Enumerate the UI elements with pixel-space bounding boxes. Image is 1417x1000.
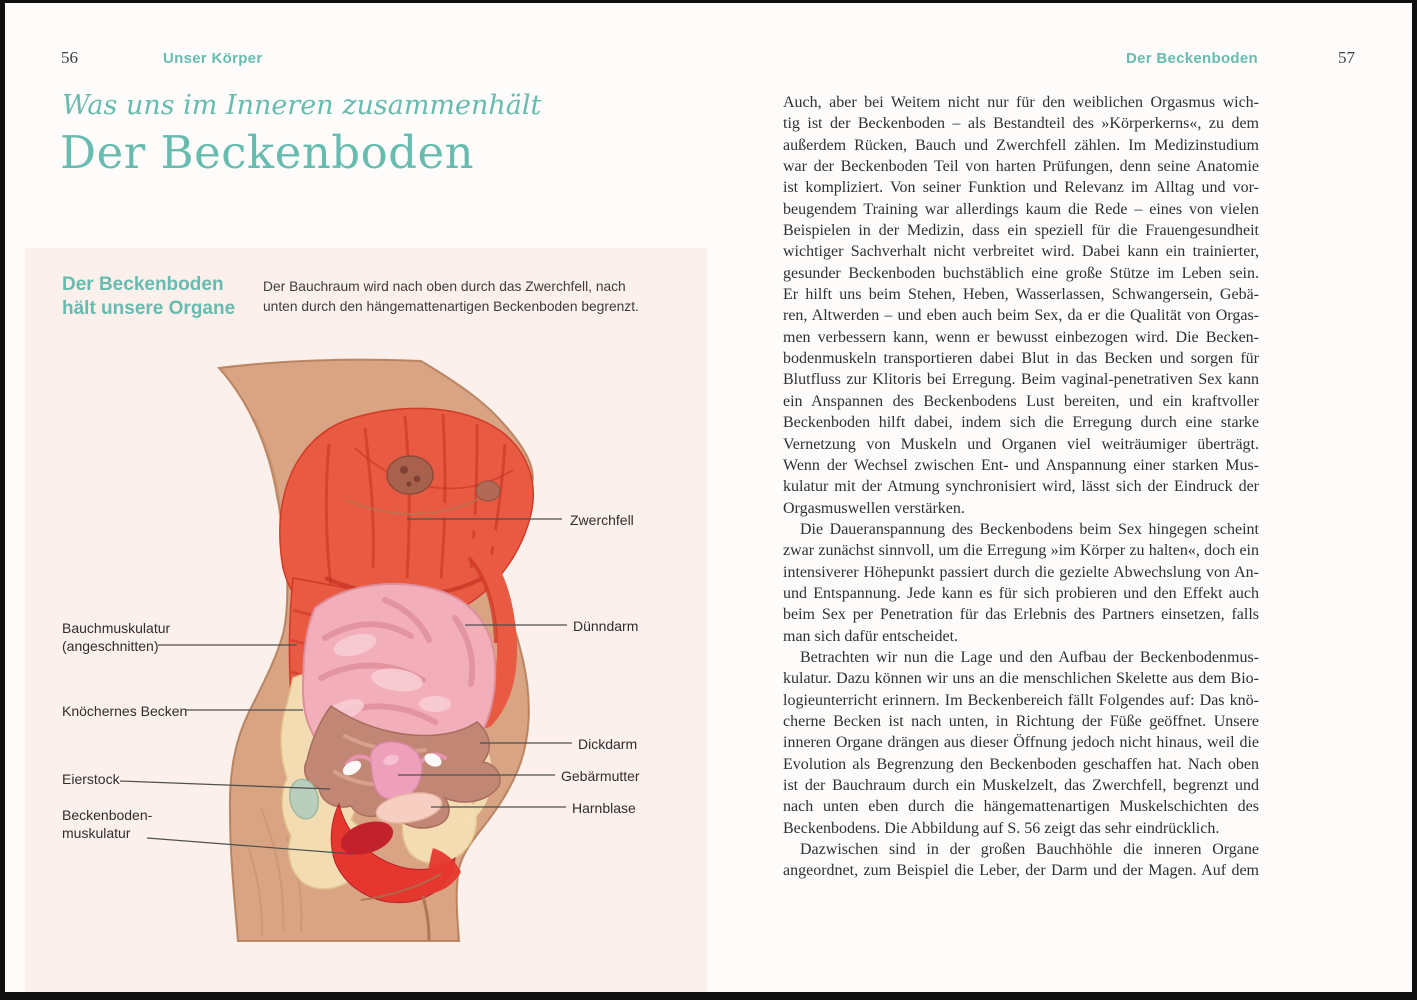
body-text-line: kulatur. Dazu können wir uns an die menschlichen Skelette aus dem Bio-: [783, 670, 1259, 688]
figure-panel-heading: Der Beckenboden hält unsere Organe: [62, 274, 236, 319]
body-text-line: Beckenbodens. Die Abbildung auf S. 56 zeigt das sehr eindrücklich.: [783, 819, 1220, 837]
body-text-line: Die Daueranspannung des Beckenbodens beim Sex hingegen scheint: [800, 520, 1259, 538]
figure-label-harnblase: [572, 799, 636, 817]
right-page-number: 57: [1338, 48, 1355, 67]
body-text-line: war der Beckenboden Teil von harten Prüfungen, denn seine Anatomie: [783, 158, 1259, 176]
body-text-line: cherne Becken ist nach unten, in Richtung der Füße geöffnet. Unsere: [783, 712, 1259, 730]
figure-label-knoechernes-becken: [62, 702, 187, 720]
figure-caption: Der Bauchraum wird nach oben durch das Zwerchfell, nach unten durch den hängemattenartigen Beckenboden begrenzt.: [263, 279, 639, 314]
figure-label-line: Gebärmutter: [561, 768, 640, 784]
figure-label-bauchmuskulatur: [62, 619, 170, 655]
body-text-line: wichtiger Sachverhalt nicht verbreitet wird. Dabei kann ein trainierter,: [783, 243, 1259, 261]
figure-label-line: Eierstock: [62, 771, 120, 787]
body-paragraph-4: [783, 839, 1259, 882]
body-text-line: bodenmuskeln transportieren dabei Blut in das Becken und sorgen für: [783, 350, 1259, 368]
body-text-line: ein Anspannen des Beckenbodens Lust bereiten, und ein kraftvoller: [783, 392, 1259, 410]
figure-label-line: Harnblase: [572, 800, 636, 816]
figure-label-line: Dünndarm: [573, 618, 639, 634]
body-paragraph-2: [783, 519, 1259, 647]
body-text-line: Beispielen in der Medizin, dass ein speziell für die Frauengesundheit: [783, 222, 1259, 240]
body-text-line: Dazwischen sind in der großen Bauchhöhle die inneren Organe: [800, 841, 1259, 859]
areola-secondary: [476, 481, 500, 501]
body-text-line: ist der Bauchraum durch ein Muskelzelt, das Zwerchfell, begrenzt und: [783, 777, 1259, 794]
body-text-line: man sich dafür entscheidet.: [783, 627, 959, 645]
body-text-line: Beckenboden hilft dabei, indem sich die Erregung durch eine starke: [783, 414, 1259, 432]
body-text-line: angeordnet, zum Beispiel die Leber, der Darm und der Magen. Auf dem: [783, 862, 1259, 880]
figure-label-beckenbodenmuskulatur: [62, 806, 152, 842]
body-text-line: zwar zunächst sinnvoll, um die Erregung »im Körper zu halten«, doch ein: [783, 542, 1259, 560]
body-text-line: logieunterricht erinnern. Im Beckenbereich fällt Folgendes auf: Das knö-: [783, 691, 1259, 709]
body-text-line: außerdem Rücken, Bauch und Zwerchfell zählen. Im Medizinstudium: [783, 136, 1259, 154]
figure-label-line: Knöchernes Becken: [62, 703, 188, 719]
figure-label-eierstock: [62, 770, 120, 788]
body-text-line: Evolution als Begrenzung den Beckenboden geschaffen hat. Nach oben: [783, 755, 1259, 773]
body-text-line: beim Sex per Penetration für das Erlebnis des Partners einsetzen, falls: [783, 606, 1259, 624]
body-text-line: Auch, aber bei Weitem nicht nur für den weiblichen Orgasmus wich-: [783, 94, 1259, 111]
left-page-number: 56: [61, 48, 78, 67]
body-text-line: Orgasmuswellen verstärken.: [783, 499, 965, 517]
body-text-line: nach unten eben durch die hängemattenartigen Muskelschichten des: [783, 798, 1259, 816]
body-paragraph-3: [783, 647, 1259, 839]
body-paragraph-1: [783, 92, 1259, 519]
figure-label-dickdarm: [578, 735, 637, 753]
body-text-line: ist kompliziert. Von seiner Funktion und Relevanz im Alltag und vor-: [783, 179, 1259, 197]
body-text-line: Wenn der Wechsel zwischen Ent- und Anspannung einer starken Mus-: [783, 456, 1259, 474]
body-text-line: gesunder Beckenboden buchstäblich eine große Stütze im Leben sein.: [783, 264, 1259, 282]
body-text-line: intensiverer Höhepunkt passiert durch die gezielte Abwechslung von An-: [783, 563, 1259, 581]
body-text-line: Betrachten wir nun die Lage und den Aufbau der Beckenbodenmus-: [800, 648, 1259, 666]
left-running-head: Unser Körper: [163, 50, 263, 67]
figure-label-line: muskulatur: [62, 825, 131, 841]
figure-label-line: Zwerchfell: [570, 512, 634, 528]
figure-label-line: Beckenboden-: [62, 807, 153, 823]
body-text-line: inneren Organe drängen aus dieser Öffnung jedoch nicht hinaus, weil die: [783, 734, 1259, 752]
figure-label-zwerchfell: [570, 511, 634, 529]
page-title: Der Beckenboden: [60, 126, 475, 179]
figure-label-gebaermutter: [561, 767, 640, 785]
body-text-line: kulatur mit der Atmung synchronisiert wird, lässt sich der Eindruck der: [783, 478, 1259, 496]
body-text-line: men verbessern kann, wenn er bewusst einbezogen wird. Die Becken-: [783, 328, 1259, 346]
chapter-kicker: Was uns im Inneren zusammenhält: [62, 90, 542, 121]
body-text-line: Er hilft uns beim Stehen, Heben, Wasserlassen, Schwangersein, Gebä-: [783, 286, 1259, 304]
figure-label-line: Bauchmuskulatur: [62, 620, 171, 636]
body-text-line: und Entspannung. Jede kann es für sich probieren und den Effekt auch: [783, 584, 1259, 602]
body-text-line: ren, Altwerden – und eben auch beim Sex, da er die Qualität von Orgas-: [783, 307, 1259, 325]
areola: [387, 456, 433, 494]
figure-label-duenndarm: [573, 617, 638, 635]
figure-label-line: Dickdarm: [578, 736, 638, 752]
body-text-line: tig ist der Beckenboden – als Bestandteil des »Körperkerns«, zu dem: [783, 115, 1259, 133]
body-text-line: Blutfluss zur Klitoris bei Erregung. Beim vaginal-penetrativen Sex kann: [783, 371, 1259, 389]
body-text-line: beugendem Training war allerdings kaum die Rede – eines von vielen: [783, 200, 1259, 218]
figure-label-line: (angeschnitten): [62, 638, 159, 654]
body-text-line: Vernetzung von Muskeln und Organen viel weiträumiger überträgt.: [783, 435, 1259, 453]
right-running-head: Der Beckenboden: [1125, 50, 1258, 67]
body-text-column: [783, 92, 1259, 882]
